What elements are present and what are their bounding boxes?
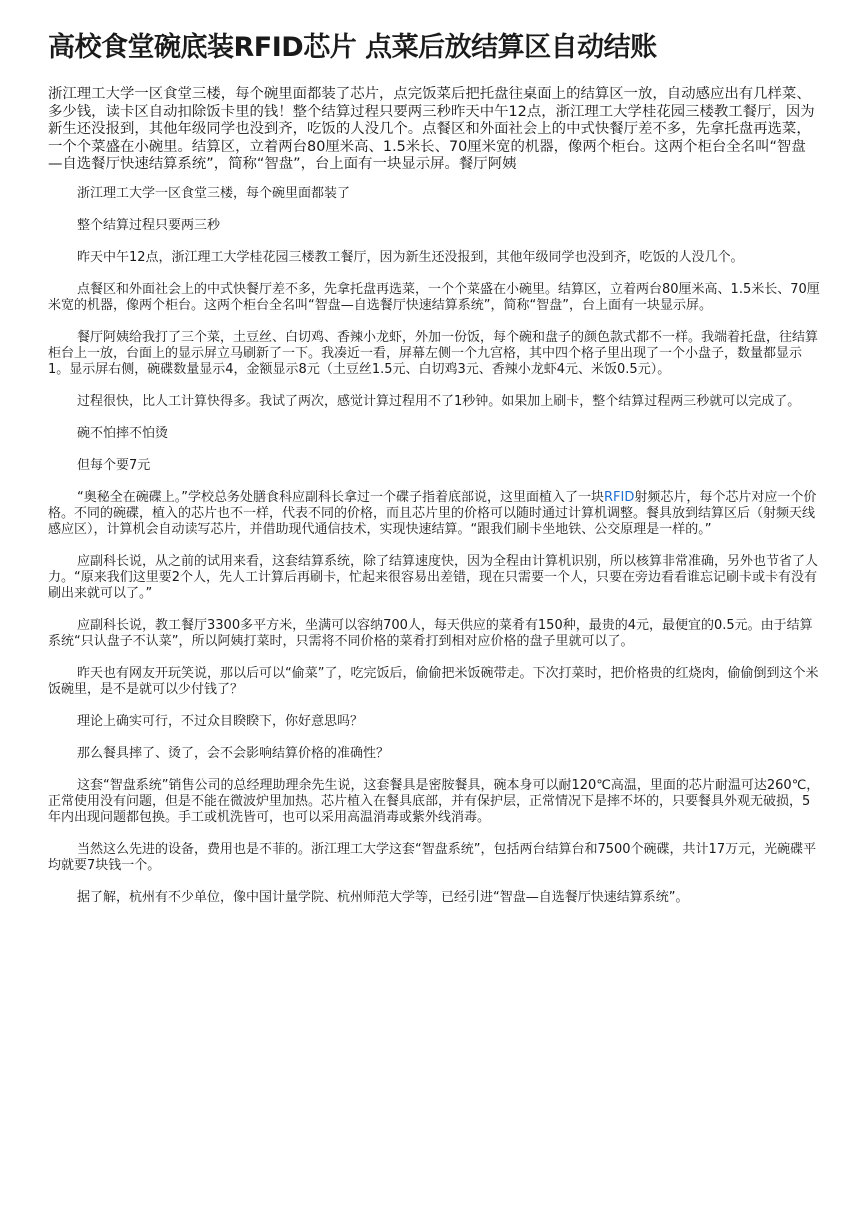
article-title: 高校食堂碗底装RFID芯片 点菜后放结算区自动结账 — [48, 32, 657, 63]
paragraph-1: 浙江理工大学一区食堂三楼，每个碗里面都装了 — [77, 185, 351, 201]
paragraph-4: 点餐区和外面社会上的中式快餐厅差不多，先拿托盘再选菜，一个个菜盛在小碗里。结算区，立着两台80厘米高、1.5米长、70厘米宽的机器，像两个柜台。这两个柜台全名叫“智盘—自选餐厅快速结算系统”，简称“智盘”，台上面有一块显示屏。 — [48, 281, 820, 313]
subheading-2: 但每个要7元 — [77, 457, 151, 473]
paragraph-5: 餐厅阿姨给我打了三个菜，土豆丝、白切鸡、香辣小龙虾，外加一份饭，每个碗和盘子的颜色款式都不一样。我端着托盘，往结算柜台上一放，台面上的显示屏立马刷新了一下。我凑近一看，屏幕左侧一个九宫格，其中四个格子里出现了一个小盘子，数量都显示1。显示屏右侧，碗碟数量显示4，金额显示8元（土豆丝1.5元、白切鸡3元、香辣小龙虾4元、米饭0.5元）。 — [48, 329, 819, 377]
paragraph-3: 昨天中午12点，浙江理工大学桂花园三楼教工餐厅，因为新生还没报到，其他年级同学也没到齐，吃饭的人没几个。 — [77, 249, 744, 265]
paragraph-17: 据了解，杭州有不少单位，像中国计量学院、杭州师范大学等，已经引进“智盘—自选餐厅快速结算系统”。 — [77, 889, 689, 905]
paragraph-16: 当然这么先进的设备，费用也是不菲的。浙江理工大学这套“智盘系统”，包括两台结算台和7500个碗碟，共计17万元，光碗碟平均就要7块钱一个。 — [48, 841, 817, 873]
paragraph-14: 那么餐具摔了、烫了，会不会影响结算价格的准确性？ — [77, 745, 390, 761]
rfid-link[interactable]: RFID — [603, 489, 635, 505]
paragraph-rfid — [48, 490, 820, 538]
paragraph-13: 理论上确实可行，不过众目睽睽下，你好意思吗？ — [77, 713, 364, 729]
subheading-1: 碗不怕摔不怕烫 — [77, 425, 169, 441]
lead-paragraph: 浙江理工大学一区食堂三楼，每个碗里面都装了芯片，点完饭菜后把托盘往桌面上的结算区一放，自动感应出有几样菜、多少钱，读卡区自动扣除饭卡里的钱！整个结算过程只要两三秒昨天中午12点，浙江理工大学桂花园三楼教工餐厅，因为新生还没报到，其他年级同学也没到齐，吃饭的人没几个。点餐区和外面社会上的中式快餐厅差不多，先拿托盘再选菜，一个个菜盛在小碗里。结算区，立着两台80厘米高、1.5米长、70厘米宽的机器，像两个柜台。这两个柜台全名叫“智盘—自选餐厅快速结算系统”，简称“智盘”，台上面有一块显示屏。餐厅阿姨 — [48, 86, 815, 172]
paragraph-11: 应副科长说，教工餐厅3300多平方米，坐满可以容纳700人，每天供应的菜肴有150种，最贵的4元，最便宜的0.5元。由于结算系统“只认盘子不认菜”，所以阿姨打菜时，只需将不同价格的菜肴打到相对应价格的盘子里就可以了。 — [48, 617, 813, 649]
paragraph-2: 整个结算过程只要两三秒 — [77, 217, 221, 233]
paragraph-6: 过程很快，比人工计算快得多。我试了两次，感觉计算过程用不了1秒钟。如果加上刷卡，整个结算过程两三秒就可以完成了。 — [77, 393, 801, 409]
paragraph-15: 这套“智盘系统”销售公司的总经理助理余先生说，这套餐具是密胺餐具，碗本身可以耐120℃高温，里面的芯片耐温可达260℃，正常使用没有问题，但是不能在微波炉里加热。芯片植入在餐具底部，并有保护层，正常情况下是摔不坏的，只要餐具外观无破损，5年内出现问题都包换。手工或机洗皆可，也可以采用高温消毒或紫外线消毒。 — [48, 777, 820, 825]
paragraph-rfid-text-a: “奥秘全在碗碟上。”学校总务处膳食科应副科长拿过一个碟子指着底部说，这里面植入了一块 — [77, 489, 604, 505]
paragraph-10: 应副科长说，从之前的试用来看，这套结算系统，除了结算速度快，因为全程由计算机识别，所以核算非常准确，另外也节省了人力。“原来我们这里要2个人，先人工计算后再刷卡，忙起来很容易出差错，现在只需要一个人，只要在旁边看看谁忘记刷卡或卡有没有刷出来就可以了。” — [48, 553, 819, 601]
paragraph-rfid-text-b: 射频芯片，每个芯片对应一个价格。不同的碗碟，植入的芯片也不一样，代表不同的价格，而且芯片里的价格可以随时通过计算机调整。餐具放到结算区后（射频天线感应区），计算机会自动读写芯片，并借助现代通信技术，实现快速结算。“跟我们刷卡坐地铁、公交原理是一样的。” — [48, 489, 817, 537]
paragraph-12: 昨天也有网友开玩笑说，那以后可以“偷菜”了，吃完饭后，偷偷把米饭碗带走。下次打菜时，把价格贵的红烧肉，偷偷倒到这个米饭碗里，是不是就可以少付钱了？ — [48, 665, 819, 697]
